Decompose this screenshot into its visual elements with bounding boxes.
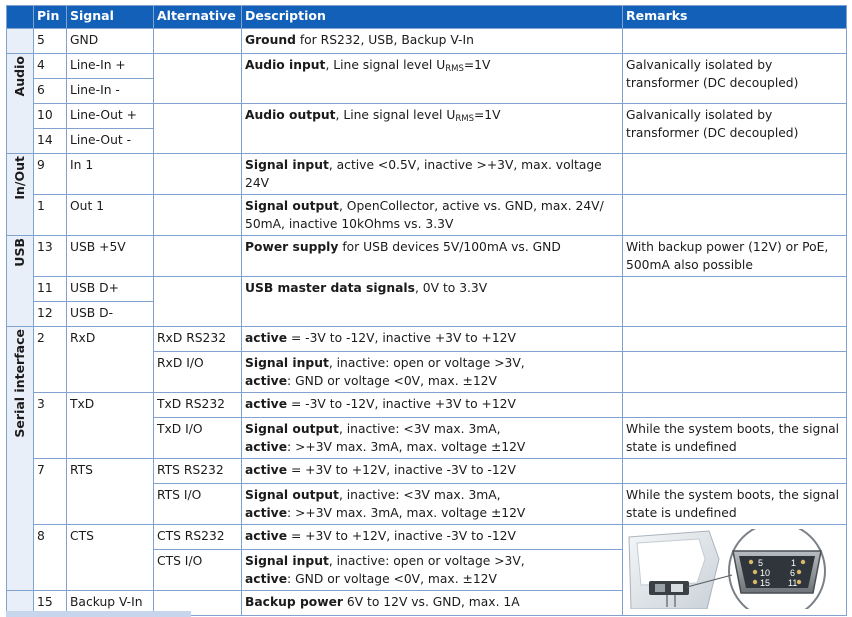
pin-cell: 10	[34, 104, 67, 129]
description-text-2: : GND or voltage <0V, max. ±12V	[287, 572, 497, 586]
alternative-cell: CTS I/O	[154, 550, 242, 591]
alternative-cell: TxD RS232	[154, 393, 242, 418]
alternative-cell: RxD RS232	[154, 327, 242, 352]
pin-dot	[753, 570, 757, 574]
signal-cell: TxD	[67, 393, 154, 459]
description-bold: Audio input	[245, 58, 326, 72]
pin-cell: 6	[34, 79, 67, 104]
remarks-cell	[623, 277, 847, 327]
description-bold: Audio output	[245, 108, 336, 122]
description-cell	[242, 484, 623, 525]
signal-cell: Out 1	[67, 195, 154, 236]
remarks-cell	[623, 327, 847, 352]
description-cell	[242, 54, 623, 104]
remarks-cell	[623, 195, 847, 236]
description-text: , OpenCollector, active vs. GND, max. 24V/ 50mA, inactive 10kOhms vs. 3.3V	[245, 199, 604, 231]
pin-cell: 9	[34, 154, 67, 195]
description-text: , Line signal level U	[325, 58, 446, 72]
description-text: 6V to 12V vs. GND, max. 1A	[343, 595, 520, 609]
group-audio	[7, 54, 34, 154]
group-inout	[7, 154, 34, 236]
description-bold-2: active	[245, 572, 288, 586]
connector-pin-label: 1	[791, 558, 797, 568]
group-usb	[7, 236, 34, 327]
description-tail: =1V	[473, 108, 501, 122]
remarks-cell: While the system boots, the signal state is undefined	[623, 484, 847, 525]
description-text: , inactive: open or voltage >3V,	[328, 554, 525, 568]
table-row	[7, 236, 847, 277]
remarks-cell	[623, 29, 847, 54]
alternative-cell	[154, 54, 242, 104]
table-row	[7, 54, 847, 79]
description-cell	[242, 550, 623, 591]
header-group	[7, 6, 34, 29]
signal-cell: Line-Out +	[67, 104, 154, 129]
description-bold: active	[245, 397, 288, 411]
signal-cell: Backup V-In	[67, 591, 154, 616]
description-text: for USB devices 5V/100mA vs. GND	[338, 240, 561, 254]
description-bold-2: active	[245, 506, 288, 520]
connector-pin-label: 10	[760, 568, 771, 578]
description-cell	[242, 591, 623, 616]
table-header-row	[7, 6, 847, 29]
table-row	[7, 393, 847, 418]
description-cell	[242, 104, 623, 154]
description-bold: USB master data signals	[245, 281, 415, 295]
signal-cell: USB +5V	[67, 236, 154, 277]
description-text: = -3V to -12V, inactive +3V to +12V	[287, 331, 516, 345]
header-description: Description	[242, 6, 623, 29]
pin-cell: 7	[34, 459, 67, 525]
header-alternative: Alternative	[154, 6, 242, 29]
header-pin: Pin	[34, 6, 67, 29]
pin-dot	[797, 580, 801, 584]
pin-dot	[797, 570, 801, 574]
description-bold: Signal output	[245, 488, 339, 502]
description-text: = +3V to +12V, inactive -3V to -12V	[287, 529, 516, 543]
pin-cell: 5	[34, 29, 67, 54]
group-label-serial: Serial interface	[12, 329, 27, 438]
header-remarks: Remarks	[623, 6, 847, 29]
description-cell	[242, 352, 623, 393]
group-label-inout: In/Out	[12, 156, 27, 200]
description-cell	[242, 459, 623, 484]
d-sub-connector-image	[627, 529, 831, 609]
pin-cell: 2	[34, 327, 67, 393]
connector-photo	[627, 529, 844, 613]
description-bold-2: active	[245, 374, 288, 388]
remarks-cell	[623, 352, 847, 393]
alternative-cell	[154, 154, 242, 195]
pin-cell: 13	[34, 236, 67, 277]
table-row	[7, 29, 847, 54]
signal-cell: USB D+	[67, 277, 154, 302]
description-cell	[242, 154, 623, 195]
table-row	[7, 459, 847, 484]
connector-pin-label: 5	[758, 558, 764, 568]
group-label-audio: Audio	[12, 56, 27, 97]
pin-dot	[801, 560, 805, 564]
pin-cell: 11	[34, 277, 67, 302]
remarks-cell	[623, 393, 847, 418]
alternative-cell	[154, 29, 242, 54]
remarks-cell: Galvanically isolated by transformer (DC decoupled)	[623, 54, 847, 104]
remarks-cell	[623, 459, 847, 484]
pin-cell: 12	[34, 302, 67, 327]
description-subscript: RMS	[455, 114, 474, 124]
bottom-decoration-strip	[6, 611, 191, 617]
description-text: , inactive: <3V max. 3mA,	[338, 422, 501, 436]
remarks-cell: Galvanically isolated by transformer (DC decoupled)	[623, 104, 847, 154]
group-cell-empty	[7, 29, 34, 54]
description-text: , inactive: open or voltage >3V,	[328, 356, 525, 370]
description-bold: Signal input	[245, 158, 329, 172]
signal-cell: In 1	[67, 154, 154, 195]
remarks-cell: While the system boots, the signal state is undefined	[623, 418, 847, 459]
signal-cell: Line-In +	[67, 54, 154, 79]
description-text-2: : >+3V max. 3mA, max. voltage ±12V	[287, 440, 526, 454]
signal-cell: RxD	[67, 327, 154, 393]
table-row	[7, 525, 847, 550]
connector-photo-cell	[623, 525, 847, 616]
signal-cell: RTS	[67, 459, 154, 525]
alternative-cell: CTS RS232	[154, 525, 242, 550]
description-subscript: RMS	[445, 64, 464, 74]
description-bold: Signal input	[245, 356, 329, 370]
description-cell	[242, 327, 623, 352]
table-row	[7, 327, 847, 352]
description-text: for RS232, USB, Backup V-In	[295, 33, 474, 47]
alternative-cell	[154, 277, 242, 327]
description-bold: Backup power	[245, 595, 343, 609]
alternative-cell: RTS I/O	[154, 484, 242, 525]
pin-assignment-table	[6, 5, 847, 616]
pin-cell: 1	[34, 195, 67, 236]
connector-pin-label: 6	[790, 568, 796, 578]
description-cell	[242, 525, 623, 550]
description-text: , inactive: <3V max. 3mA,	[338, 488, 501, 502]
description-text: , active <0.5V, inactive >+3V, max. voltage 24V	[245, 158, 602, 190]
pin-dot	[749, 560, 753, 564]
table-row	[7, 277, 847, 302]
alternative-cell: RTS RS232	[154, 459, 242, 484]
alternative-cell: TxD I/O	[154, 418, 242, 459]
connector-pin-label: 11	[788, 578, 798, 588]
description-cell	[242, 393, 623, 418]
description-cell	[242, 236, 623, 277]
table-row	[7, 195, 847, 236]
description-text-2: : >+3V max. 3mA, max. voltage ±12V	[287, 506, 526, 520]
description-bold: Power supply	[245, 240, 339, 254]
group-serial	[7, 327, 34, 591]
description-bold: Signal input	[245, 554, 329, 568]
description-bold: Ground	[245, 33, 296, 47]
signal-cell: GND	[67, 29, 154, 54]
description-cell	[242, 418, 623, 459]
description-bold: Signal output	[245, 422, 339, 436]
description-bold: active	[245, 463, 288, 477]
description-text: , 0V to 3.3V	[414, 281, 488, 295]
signal-cell: Line-Out -	[67, 129, 154, 154]
pin-dot	[753, 580, 757, 584]
table-row	[7, 104, 847, 129]
description-cell	[242, 195, 623, 236]
description-tail: =1V	[463, 58, 491, 72]
signal-cell: Line-In -	[67, 79, 154, 104]
description-bold-2: active	[245, 440, 288, 454]
pin-cell: 15	[34, 591, 67, 616]
group-label-usb: USB	[12, 238, 27, 267]
alternative-cell: RxD I/O	[154, 352, 242, 393]
pin-cell: 3	[34, 393, 67, 459]
alternative-cell	[154, 195, 242, 236]
description-cell	[242, 29, 623, 54]
remarks-cell: With backup power (12V) or PoE, 500mA also possible	[623, 236, 847, 277]
description-bold: Signal output	[245, 199, 339, 213]
description-text: = +3V to +12V, inactive -3V to -12V	[287, 463, 516, 477]
header-signal: Signal	[67, 6, 154, 29]
description-cell	[242, 277, 623, 327]
description-text: = -3V to -12V, inactive +3V to +12V	[287, 397, 516, 411]
signal-cell: USB D-	[67, 302, 154, 327]
pin-cell: 8	[34, 525, 67, 591]
remarks-cell	[623, 154, 847, 195]
description-text: , Line signal level U	[335, 108, 456, 122]
signal-cell: CTS	[67, 525, 154, 591]
description-bold: active	[245, 331, 288, 345]
description-bold: active	[245, 529, 288, 543]
description-text-2: : GND or voltage <0V, max. ±12V	[287, 374, 497, 388]
table-row	[7, 154, 847, 195]
alternative-cell	[154, 236, 242, 277]
pin-cell: 14	[34, 129, 67, 154]
pin-cell: 4	[34, 54, 67, 79]
alternative-cell	[154, 104, 242, 154]
connector-pin-label: 15	[760, 578, 771, 588]
